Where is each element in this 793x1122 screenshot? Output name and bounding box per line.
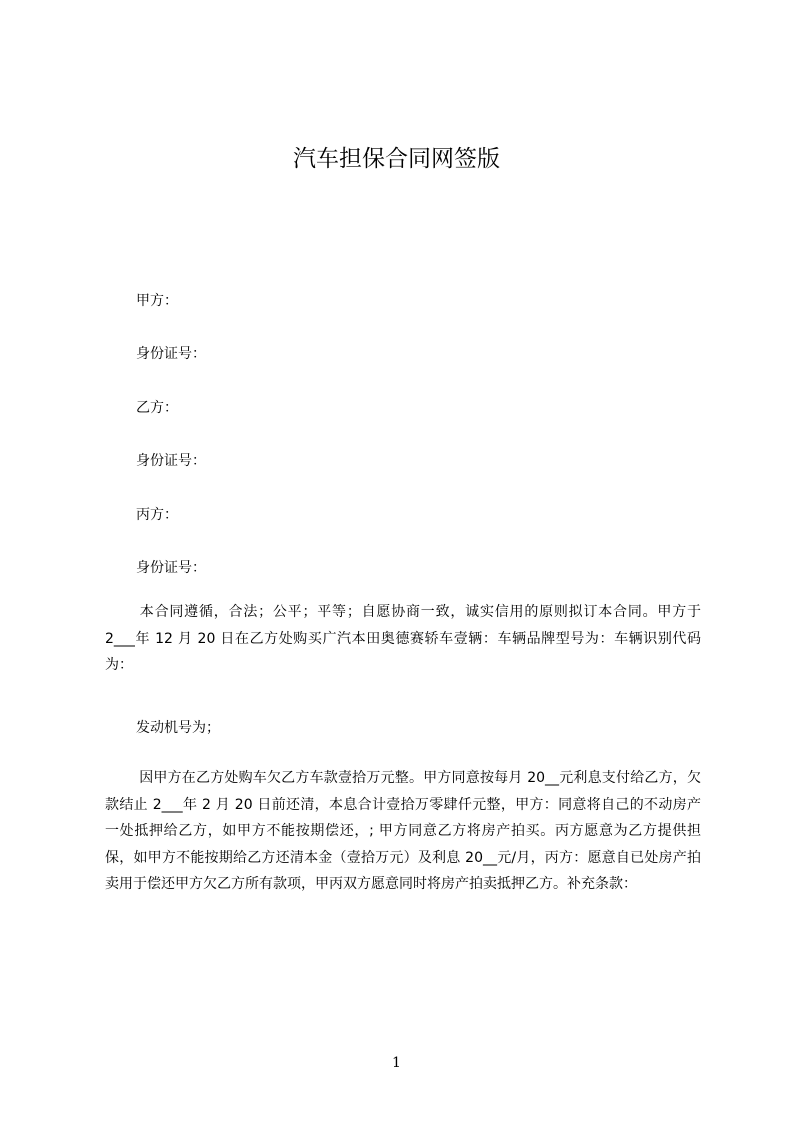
page-number: 1 (392, 1055, 401, 1071)
contract-terms-paragraph (105, 765, 701, 898)
party-c-id-field: 身份证号： (136, 560, 206, 576)
party-a-id-field: 身份证号： (136, 346, 206, 362)
contract-intro-text: 本合同遵循，合法；公平；平等；自愿协商一致，诚实信用的原则拟订本合同。甲方于 2___年 12 月 20 日在乙方处购买广汽本田奥德赛轿车壹辆：车辆品牌型号为：车辆识别代码为： (105, 604, 701, 673)
party-b-id-field: 身份证号： (136, 453, 206, 469)
engine-number-paragraph: 发动机号为； (136, 720, 220, 736)
party-b-field: 乙方： (136, 400, 178, 416)
party-a-field: 甲方： (136, 293, 178, 309)
document-title: 汽车担保合同网签版 (293, 146, 500, 172)
contract-terms-text: 因甲方在乙方处购车欠乙方车款壹拾万元整。甲方同意按每月 20__元利息支付给乙方，欠款结止 2___年 2 月 20 日前还清，本息合计壹拾万零肆仟元整，甲方：同意将自己的不动房产一处抵押给乙方，如甲方不能按期偿还，; 甲方同意乙方将房产拍买。丙方愿意为乙方提供担保，如甲方不能按期给乙方还清本金（壹拾万元）及利息 20__元/月，丙方：愿意自已处房产拍卖用于偿还甲方欠乙方所有款项，甲丙双方愿意同时将房产拍卖抵押乙方。补充条款： (105, 770, 701, 892)
contract-intro-paragraph (105, 599, 701, 679)
party-c-field: 丙方： (136, 507, 178, 523)
